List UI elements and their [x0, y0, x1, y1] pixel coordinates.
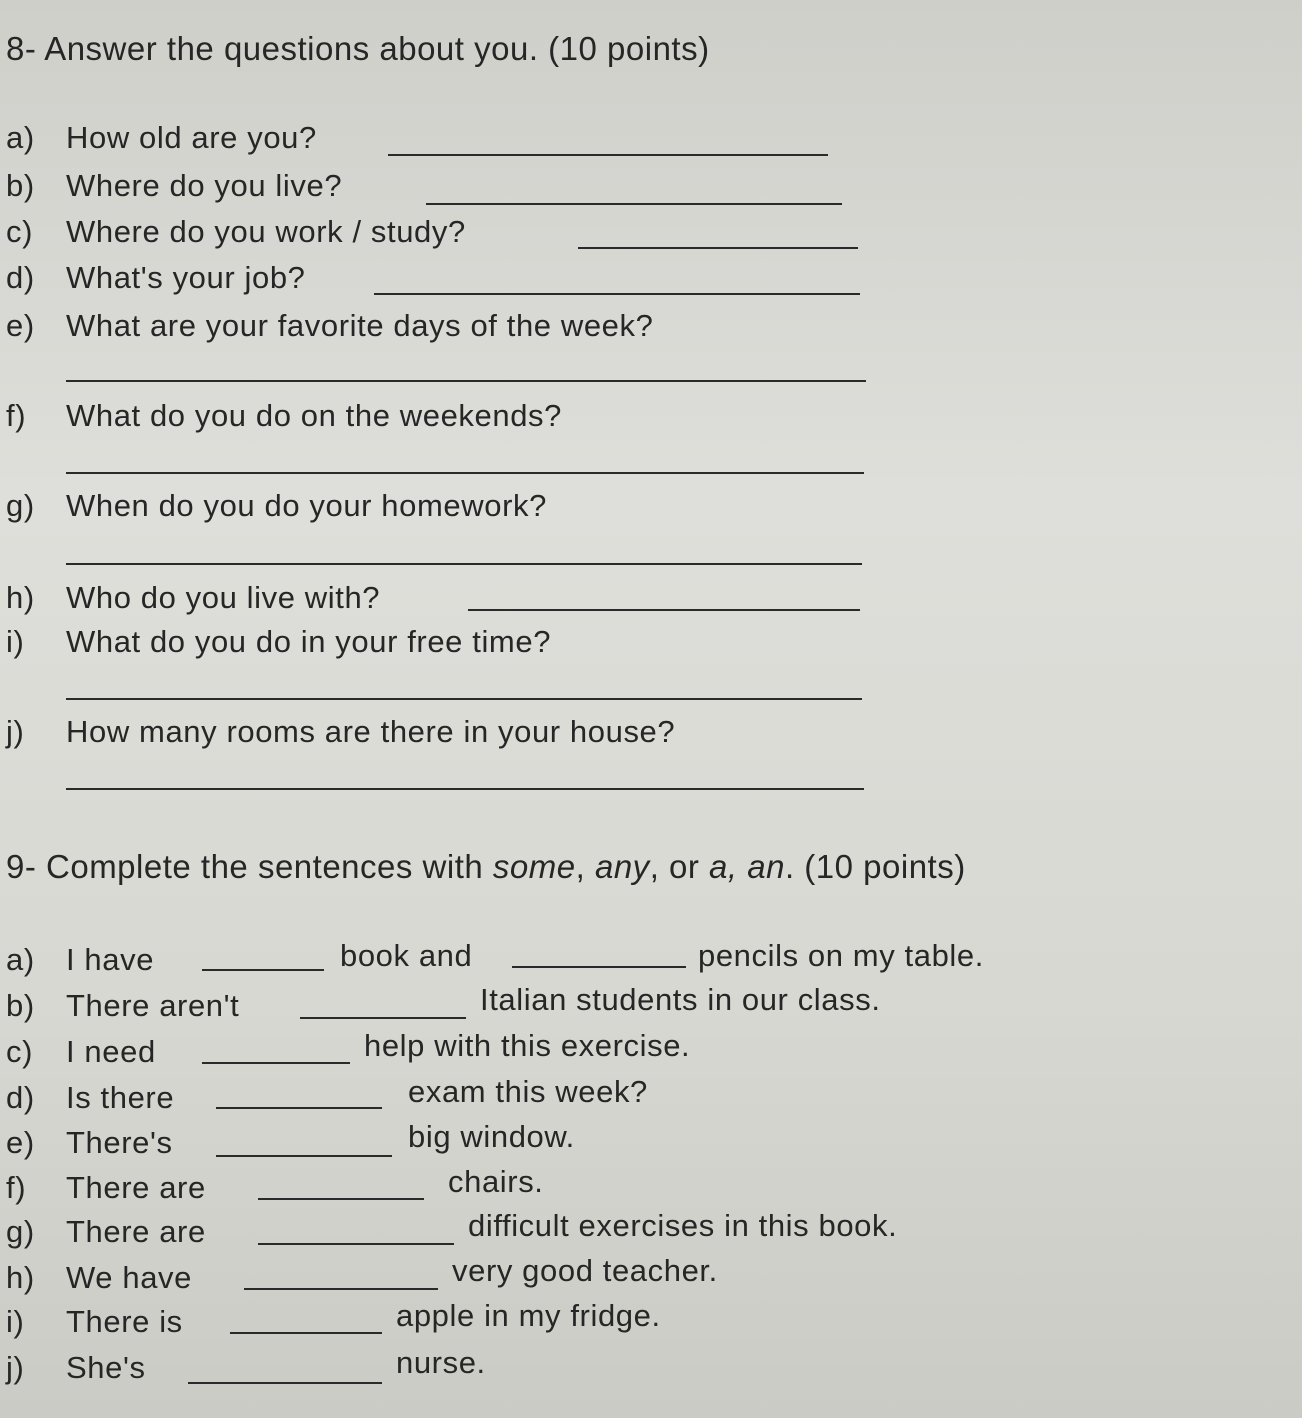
answer-line-d[interactable]	[374, 293, 860, 295]
question-text: What do you do in your free time?	[66, 624, 552, 659]
question-text: What's your job?	[66, 260, 306, 295]
question-a	[6, 122, 317, 153]
blank-b[interactable]	[300, 1017, 466, 1019]
answer-line-c[interactable]	[578, 247, 858, 249]
sentence-start: We have	[66, 1260, 192, 1295]
question-text: How many rooms are there in your house?	[66, 714, 676, 749]
sentence-h	[6, 1262, 192, 1293]
question-text: Where do you work / study?	[66, 214, 466, 249]
question-letter: d)	[6, 260, 35, 295]
question-text: When do you do your homework?	[66, 488, 547, 523]
question-d	[6, 262, 306, 293]
blank-c[interactable]	[202, 1062, 350, 1064]
sentence-d	[6, 1082, 174, 1113]
answer-line-g[interactable]	[66, 563, 862, 565]
sentence-i	[6, 1306, 183, 1337]
sentence-start: There aren't	[66, 988, 240, 1023]
question-letter: c)	[6, 214, 34, 249]
question-letter: h)	[6, 580, 35, 615]
sentence-end: Italian students in our class.	[480, 982, 881, 1017]
sentence-letter: d)	[6, 1080, 35, 1115]
sentence-letter: f)	[6, 1170, 27, 1205]
title-suffix: . (10 points)	[784, 848, 966, 885]
blank-e[interactable]	[216, 1155, 392, 1157]
sentence-middle: book and	[340, 938, 473, 973]
answer-line-h[interactable]	[468, 609, 860, 611]
question-g	[6, 490, 547, 521]
section-9-title	[6, 848, 966, 886]
question-letter: e)	[6, 308, 35, 343]
sentence-start: There is	[66, 1304, 183, 1339]
question-letter: a)	[6, 120, 35, 155]
question-text: Who do you live with?	[66, 580, 381, 615]
question-letter: i)	[6, 624, 25, 659]
sentence-end: chairs.	[448, 1164, 544, 1199]
sentence-start: I have	[66, 942, 155, 977]
sentence-letter: h)	[6, 1260, 35, 1295]
sentence-f	[6, 1172, 206, 1203]
sentence-start: Is there	[66, 1080, 175, 1115]
answer-line-b[interactable]	[426, 203, 842, 205]
blank-d[interactable]	[216, 1107, 382, 1109]
sentence-letter: g)	[6, 1214, 35, 1249]
question-j	[6, 716, 675, 747]
sentence-j	[6, 1352, 146, 1383]
sentence-end: nurse.	[396, 1345, 486, 1380]
sentence-c	[6, 1036, 156, 1067]
question-h	[6, 582, 380, 613]
sentence-letter: a)	[6, 942, 35, 977]
title-or: , or	[649, 848, 710, 885]
sentence-start: I need	[66, 1034, 156, 1069]
blank-h[interactable]	[244, 1288, 438, 1290]
blank-a2[interactable]	[512, 966, 686, 968]
sentence-letter: e)	[6, 1125, 35, 1160]
question-letter: b)	[6, 168, 35, 203]
question-text: How old are you?	[66, 120, 317, 155]
section-8-title: 8- Answer the questions about you. (10 points)	[6, 30, 710, 67]
sentence-a	[6, 944, 154, 975]
blank-g[interactable]	[258, 1243, 454, 1245]
sentence-letter: j)	[6, 1350, 25, 1385]
sentence-e	[6, 1127, 173, 1158]
question-e	[6, 310, 653, 341]
question-b	[6, 170, 342, 201]
blank-i[interactable]	[230, 1332, 382, 1334]
answer-line-j[interactable]	[66, 788, 864, 790]
question-text: What do you do on the weekends?	[66, 398, 562, 433]
sentence-g	[6, 1216, 206, 1247]
answer-line-a[interactable]	[388, 154, 828, 156]
sentence-letter: c)	[6, 1034, 34, 1069]
sentence-end: difficult exercises in this book.	[468, 1208, 898, 1243]
sentence-end: apple in my fridge.	[396, 1298, 661, 1333]
question-text: Where do you live?	[66, 168, 343, 203]
sentence-end: big window.	[408, 1119, 575, 1154]
question-c	[6, 216, 466, 247]
question-letter: f)	[6, 398, 27, 433]
sentence-letter: i)	[6, 1304, 25, 1339]
question-f	[6, 400, 562, 431]
title-prefix: 9- Complete the sentences with	[6, 848, 493, 885]
title-comma: ,	[575, 848, 595, 885]
question-i	[6, 626, 551, 657]
sentence-b	[6, 990, 239, 1021]
question-text: What are your favorite days of the week?	[66, 308, 654, 343]
sentence-start: There are	[66, 1214, 206, 1249]
answer-line-f[interactable]	[66, 472, 864, 474]
answer-line-e[interactable]	[66, 380, 866, 382]
sentence-start: There's	[66, 1125, 173, 1160]
answer-line-i[interactable]	[66, 698, 862, 700]
question-letter: j)	[6, 714, 25, 749]
sentence-start: There are	[66, 1170, 206, 1205]
sentence-start: She's	[66, 1350, 146, 1385]
sentence-end: help with this exercise.	[364, 1028, 691, 1063]
blank-j[interactable]	[188, 1382, 382, 1384]
title-word-any: any	[594, 848, 650, 885]
question-letter: g)	[6, 488, 35, 523]
sentence-end: pencils on my table.	[698, 938, 984, 973]
sentence-end: exam this week?	[408, 1074, 648, 1109]
title-word-some: some	[492, 848, 576, 885]
title-word-a-an: a, an	[709, 848, 785, 885]
blank-a1[interactable]	[202, 969, 324, 971]
sentence-letter: b)	[6, 988, 35, 1023]
blank-f[interactable]	[258, 1198, 424, 1200]
sentence-end: very good teacher.	[452, 1253, 718, 1288]
